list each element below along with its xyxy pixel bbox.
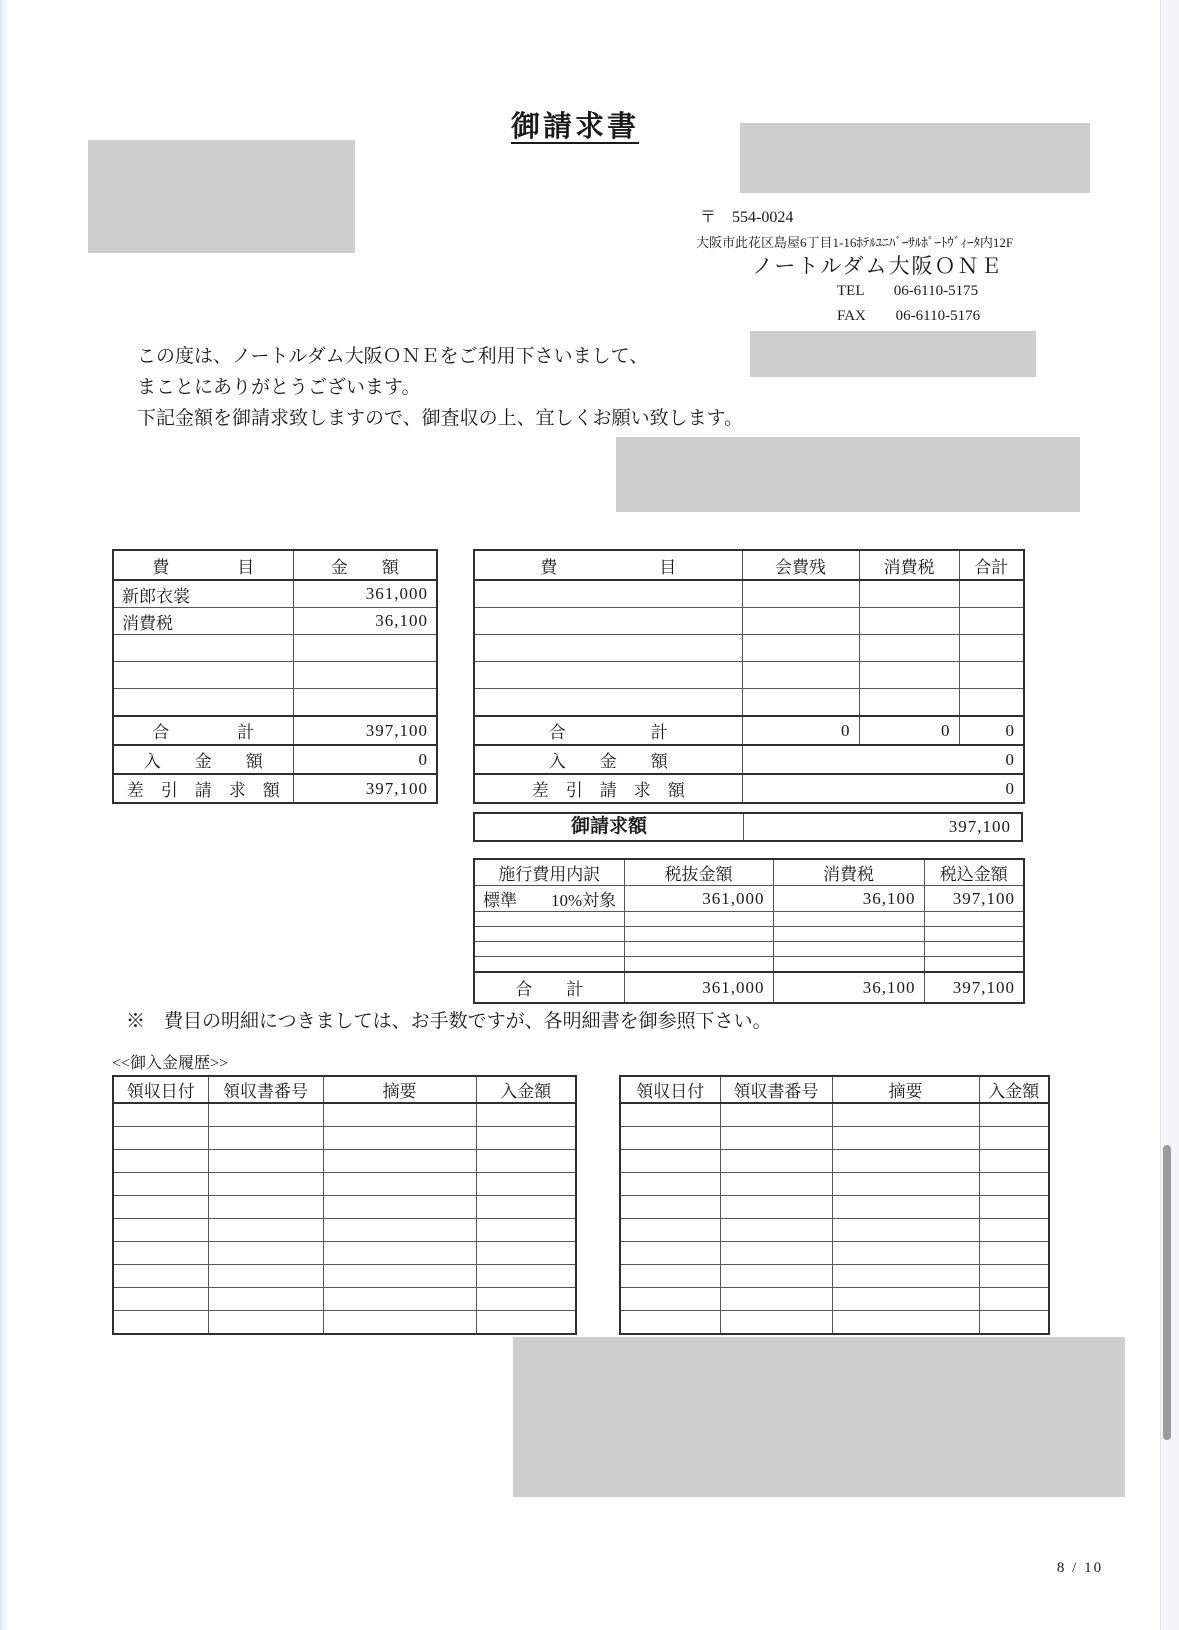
table-row <box>474 635 1024 662</box>
empty-cell <box>474 608 742 635</box>
table-row <box>113 1219 576 1242</box>
table-row <box>113 1196 576 1219</box>
empty-cell <box>476 1288 576 1311</box>
redacted-recipient-block <box>88 140 355 253</box>
empty-cell <box>113 1242 208 1265</box>
tax-header-tax: 消費税 <box>773 859 924 886</box>
membership-header-item: 費 目 <box>474 550 742 580</box>
empty-cell <box>113 1173 208 1196</box>
empty-cell <box>979 1103 1049 1127</box>
charges-header-amount: 金 額 <box>293 550 437 580</box>
greeting-line-2: まことにありがとうございます。 <box>137 377 421 398</box>
membership-total-tax: 0 <box>859 716 959 745</box>
empty-cell <box>474 927 624 942</box>
payment-header-amount: 入金額 <box>979 1076 1049 1103</box>
table-row <box>620 1288 1049 1311</box>
empty-cell <box>832 1150 979 1173</box>
table-row <box>113 608 437 635</box>
tax-header-incl: 税込金額 <box>924 859 1024 886</box>
empty-cell <box>979 1265 1049 1288</box>
empty-cell <box>113 689 293 717</box>
empty-cell <box>113 635 293 662</box>
empty-cell <box>113 1265 208 1288</box>
charge-amount: 36,100 <box>293 608 437 635</box>
empty-cell <box>113 1196 208 1219</box>
table-row <box>620 1103 1049 1127</box>
empty-cell <box>979 1288 1049 1311</box>
table-row <box>113 1173 576 1196</box>
table-row <box>474 662 1024 689</box>
payment-history-table-left <box>112 1075 577 1335</box>
empty-cell <box>859 580 959 608</box>
empty-cell <box>624 912 773 927</box>
empty-cell <box>979 1196 1049 1219</box>
tax-total-label: 合 計 <box>474 972 624 1003</box>
charges-balance-label: 差 引 請 求 額 <box>113 774 293 803</box>
empty-cell <box>832 1103 979 1127</box>
empty-cell <box>208 1288 323 1311</box>
empty-cell <box>979 1219 1049 1242</box>
empty-cell <box>620 1196 720 1219</box>
charges-table <box>112 549 438 804</box>
charges-balance-row <box>113 774 437 803</box>
membership-header-tax: 消費税 <box>859 550 959 580</box>
charge-amount: 361,000 <box>293 580 437 608</box>
table-row <box>620 1196 1049 1219</box>
payment-header-summary: 摘要 <box>323 1076 476 1103</box>
fax-number: 06-6110-5176 <box>895 308 981 324</box>
empty-cell <box>293 635 437 662</box>
empty-cell <box>742 580 859 608</box>
empty-cell <box>773 927 924 942</box>
empty-cell <box>979 1150 1049 1173</box>
empty-cell <box>323 1127 476 1150</box>
table-row <box>474 689 1024 717</box>
table-row <box>620 1219 1049 1242</box>
greeting-text <box>137 341 743 434</box>
empty-cell <box>924 957 1024 973</box>
empty-cell <box>208 1103 323 1127</box>
empty-cell <box>474 912 624 927</box>
empty-cell <box>832 1127 979 1150</box>
empty-cell <box>720 1127 832 1150</box>
tel-number: 06-6110-5175 <box>893 283 979 299</box>
empty-cell <box>959 608 1024 635</box>
membership-deposit-amount: 0 <box>742 745 1024 774</box>
empty-cell <box>323 1311 476 1335</box>
tax-header-row <box>474 859 1024 886</box>
empty-cell <box>924 927 1024 942</box>
table-row <box>113 635 437 662</box>
empty-cell <box>208 1127 323 1150</box>
empty-cell <box>832 1242 979 1265</box>
payment-history-section-label: <<御入金履歴>> <box>112 1055 229 1072</box>
membership-deposit-label: 入 金 額 <box>474 745 742 774</box>
membership-total-row <box>474 716 1024 745</box>
empty-cell <box>323 1288 476 1311</box>
empty-cell <box>323 1196 476 1219</box>
payment-header-amount: 入金額 <box>476 1076 576 1103</box>
payment-header-receipt-no: 領収書番号 <box>208 1076 323 1103</box>
empty-cell <box>720 1288 832 1311</box>
empty-cell <box>624 942 773 957</box>
issuer-tel-line <box>837 283 978 300</box>
empty-cell <box>979 1242 1049 1265</box>
billing-amount-value: 397,100 <box>948 817 1011 836</box>
empty-cell <box>620 1265 720 1288</box>
empty-cell <box>113 1127 208 1150</box>
redacted-side-note-block <box>750 331 1036 377</box>
empty-cell <box>620 1127 720 1150</box>
empty-cell <box>474 662 742 689</box>
table-row <box>113 689 437 717</box>
charges-total-row <box>113 716 437 745</box>
charges-total-amount: 397,100 <box>293 716 437 745</box>
empty-cell <box>720 1242 832 1265</box>
table-row <box>474 942 1024 957</box>
tax-total-tax: 36,100 <box>773 972 924 1003</box>
empty-cell <box>773 957 924 973</box>
table-row <box>113 1150 576 1173</box>
table-row <box>113 1127 576 1150</box>
empty-cell <box>476 1242 576 1265</box>
tax-total-row <box>474 972 1024 1003</box>
empty-cell <box>832 1219 979 1242</box>
table-row <box>113 662 437 689</box>
empty-cell <box>474 689 742 717</box>
empty-cell <box>476 1150 576 1173</box>
payment-header-summary: 摘要 <box>832 1076 979 1103</box>
empty-cell <box>924 912 1024 927</box>
issuer-address: 大阪市此花区島屋6丁目1-16ﾎﾃﾙﾕﾆﾊﾞｰｻﾙﾎﾟｰﾄｳﾞｨｰﾀ内12F <box>696 235 1014 250</box>
empty-cell <box>620 1219 720 1242</box>
table-row <box>113 1103 576 1127</box>
payment-header-date: 領収日付 <box>620 1076 720 1103</box>
charges-deposit-row <box>113 745 437 774</box>
empty-cell <box>742 635 859 662</box>
tel-label: TEL <box>837 283 864 299</box>
table-row <box>474 957 1024 973</box>
table-row <box>113 1265 576 1288</box>
issuer-fax-line <box>837 308 980 325</box>
empty-cell <box>773 912 924 927</box>
empty-cell <box>208 1311 323 1335</box>
empty-cell <box>476 1103 576 1127</box>
empty-cell <box>476 1196 576 1219</box>
charges-header-item: 費 目 <box>113 550 293 580</box>
table-row <box>113 1288 576 1311</box>
empty-cell <box>208 1242 323 1265</box>
tax-incl-amount: 397,100 <box>924 886 1024 912</box>
fax-label: FAX <box>837 308 866 324</box>
charges-header-row <box>113 550 437 580</box>
table-row <box>474 912 1024 927</box>
scrollbar-thumb[interactable] <box>1163 1145 1171 1440</box>
empty-cell <box>323 1103 476 1127</box>
empty-cell <box>474 580 742 608</box>
empty-cell <box>859 635 959 662</box>
tax-excl-amount: 361,000 <box>624 886 773 912</box>
tax-total-incl: 397,100 <box>924 972 1024 1003</box>
detail-reference-note: ※ 費目の明細につきましては、お手数ですが、各明細書を御参照下さい。 <box>126 1011 772 1032</box>
charge-item: 新郎衣裳 <box>113 580 293 608</box>
tax-tax-amount: 36,100 <box>773 886 924 912</box>
membership-header-fee: 会費残 <box>742 550 859 580</box>
charges-total-label: 合 計 <box>113 716 293 745</box>
empty-cell <box>476 1265 576 1288</box>
empty-cell <box>476 1311 576 1335</box>
empty-cell <box>979 1173 1049 1196</box>
membership-balance-amount: 0 <box>742 774 1024 803</box>
empty-cell <box>979 1311 1049 1335</box>
empty-cell <box>474 942 624 957</box>
table-row <box>113 1242 576 1265</box>
membership-header-total: 合計 <box>959 550 1024 580</box>
empty-cell <box>832 1173 979 1196</box>
membership-deposit-row <box>474 745 1024 774</box>
table-row <box>620 1242 1049 1265</box>
empty-cell <box>208 1196 323 1219</box>
membership-total-total: 0 <box>959 716 1024 745</box>
empty-cell <box>720 1196 832 1219</box>
empty-cell <box>474 635 742 662</box>
issuer-name: ノートルダム大阪ＯＮＥ <box>752 254 1004 278</box>
greeting-line-1: この度は、ノートルダム大阪ＯＮＥをご利用下さいまして、 <box>137 346 649 367</box>
payment-header-receipt-no: 領収書番号 <box>720 1076 832 1103</box>
table-row <box>620 1265 1049 1288</box>
empty-cell <box>742 662 859 689</box>
empty-cell <box>476 1173 576 1196</box>
membership-header-row <box>474 550 1024 580</box>
tax-header-excl: 税抜金額 <box>624 859 773 886</box>
empty-cell <box>959 635 1024 662</box>
empty-cell <box>979 1127 1049 1150</box>
empty-cell <box>113 1311 208 1335</box>
empty-cell <box>323 1242 476 1265</box>
empty-cell <box>113 1219 208 1242</box>
tax-total-excl: 361,000 <box>624 972 773 1003</box>
table-row <box>113 1311 576 1335</box>
tax-standard-row <box>474 886 1024 912</box>
empty-cell <box>624 957 773 973</box>
tax-category: 標準 10%対象 <box>474 886 624 912</box>
empty-cell <box>293 689 437 717</box>
empty-cell <box>323 1150 476 1173</box>
empty-cell <box>720 1150 832 1173</box>
table-row <box>474 608 1024 635</box>
empty-cell <box>620 1311 720 1335</box>
issuer-postal-code: 〒 554-0024 <box>700 209 794 226</box>
empty-cell <box>208 1173 323 1196</box>
payment-header-date: 領収日付 <box>113 1076 208 1103</box>
billing-amount-bar <box>473 812 1023 842</box>
empty-cell <box>720 1173 832 1196</box>
empty-cell <box>832 1311 979 1335</box>
page-title: 御請求書 <box>510 111 639 143</box>
membership-fee-table <box>473 549 1025 804</box>
table-row <box>620 1150 1049 1173</box>
empty-cell <box>624 927 773 942</box>
empty-cell <box>620 1150 720 1173</box>
empty-cell <box>208 1219 323 1242</box>
empty-cell <box>959 689 1024 717</box>
empty-cell <box>323 1173 476 1196</box>
empty-cell <box>859 608 959 635</box>
table-row <box>113 580 437 608</box>
empty-cell <box>720 1103 832 1127</box>
empty-cell <box>832 1265 979 1288</box>
tax-header-category: 施行費用内訳 <box>474 859 624 886</box>
payment-header-row <box>113 1076 576 1103</box>
empty-cell <box>323 1219 476 1242</box>
membership-balance-label: 差 引 請 求 額 <box>474 774 742 803</box>
empty-cell <box>113 662 293 689</box>
table-row <box>620 1311 1049 1335</box>
charges-balance-amount: 397,100 <box>293 774 437 803</box>
empty-cell <box>742 608 859 635</box>
empty-cell <box>323 1265 476 1288</box>
empty-cell <box>476 1127 576 1150</box>
payment-history-table-right <box>619 1075 1050 1335</box>
page-left-edge <box>0 0 9 1630</box>
empty-cell <box>620 1173 720 1196</box>
redacted-middle-block <box>616 437 1080 512</box>
redacted-bottom-block <box>513 1337 1125 1497</box>
empty-cell <box>620 1103 720 1127</box>
table-row <box>474 927 1024 942</box>
table-row <box>474 580 1024 608</box>
empty-cell <box>476 1219 576 1242</box>
empty-cell <box>620 1242 720 1265</box>
empty-cell <box>742 689 859 717</box>
empty-cell <box>859 662 959 689</box>
payment-header-row <box>620 1076 1049 1103</box>
tax-breakdown-table <box>473 858 1025 1004</box>
empty-cell <box>208 1150 323 1173</box>
billing-amount-label: 御請求額 <box>475 814 744 840</box>
empty-cell <box>720 1311 832 1335</box>
empty-cell <box>620 1288 720 1311</box>
charges-deposit-label: 入 金 額 <box>113 745 293 774</box>
table-row <box>620 1173 1049 1196</box>
charges-deposit-amount: 0 <box>293 745 437 774</box>
empty-cell <box>208 1265 323 1288</box>
empty-cell <box>924 942 1024 957</box>
charge-item: 消費税 <box>113 608 293 635</box>
membership-balance-row <box>474 774 1024 803</box>
empty-cell <box>832 1288 979 1311</box>
redacted-header-right-block <box>740 123 1090 193</box>
empty-cell <box>113 1103 208 1127</box>
empty-cell <box>113 1150 208 1173</box>
empty-cell <box>832 1196 979 1219</box>
page-number-indicator: 8 / 10 <box>1056 1560 1104 1576</box>
empty-cell <box>113 1288 208 1311</box>
empty-cell <box>773 942 924 957</box>
empty-cell <box>720 1219 832 1242</box>
empty-cell <box>720 1265 832 1288</box>
empty-cell <box>959 580 1024 608</box>
empty-cell <box>474 957 624 973</box>
membership-total-label: 合 計 <box>474 716 742 745</box>
empty-cell <box>959 662 1024 689</box>
table-row <box>620 1127 1049 1150</box>
empty-cell <box>859 689 959 717</box>
empty-cell <box>293 662 437 689</box>
greeting-line-3: 下記金額を御請求致しますので、御査収の上、宜しくお願い致します。 <box>137 408 744 429</box>
membership-total-fee: 0 <box>742 716 859 745</box>
